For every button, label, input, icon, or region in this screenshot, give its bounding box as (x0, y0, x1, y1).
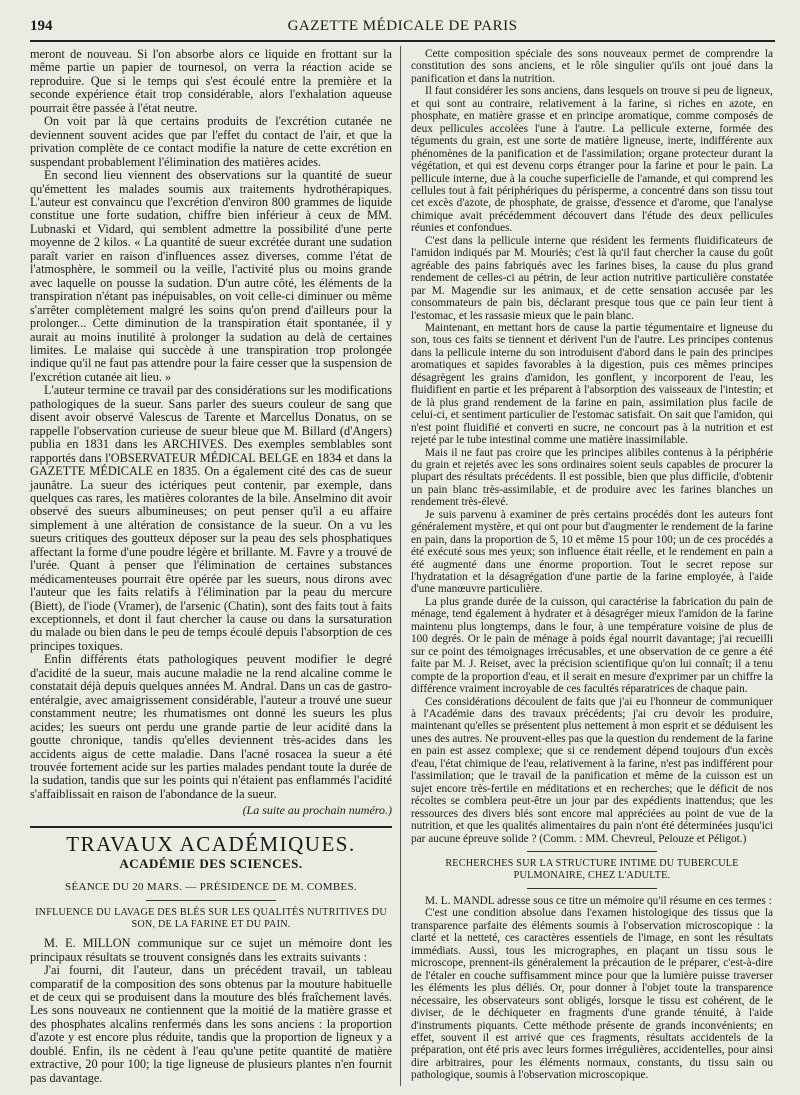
page-header (30, 16, 775, 42)
paragraph: M. E. MILLON communique sur ce sujet un mémoire dont les principaux résultats se trouvent consignés dans les extraits suivants : (30, 936, 392, 964)
right-column (411, 48, 773, 1082)
session-line: SÉANCE DU 20 MARS. — PRÉSIDENCE DE M. COMBES. (65, 880, 357, 893)
paragraph: Il faut considérer les sons anciens, dans lesquels on trouve si peu de ligneux, et qui sont au contraire, relativement à la farine, si riches en azote, en phosphate, en matière grasse et en principe aromatique, comme composés de deux pellicules accolées l'une à l'autre. La pellicule externe, formée des téguments du grain, est une sorte de matière ligneuse, inerte, indifférente aux phénomènes de la panification et de l'assimilation; organe protecteur durant la végétation, et qui est devenu corps étranger pour la farine et pour le pain. La pellicule interne, due à la couche superficielle de l'amande, et qui comprend les cellules tout à fait périphériques du périsperme, a concentré dans son tissu tout cet excès d'azote, de phosphate, de graisse, d'essence et d'arome, que l'analyse chimique avait précédemment découvert dans l'étude des deux pellicules réunies et confondues. (411, 85, 773, 235)
short-rule (527, 888, 657, 889)
page-number: 194 (30, 18, 53, 34)
left-column (30, 48, 392, 1085)
paragraph: La plus grande durée de la cuisson, qui caractérise la fabrication du pain de ménage, tend également à hydrater et à désagréger mieux l'amidon de la farine maintenu plus longtemps, dans le four, à une température voisine de plus de 100 degrés. Or le pain de ménage à poids égal nourrit davantage; j'ai recueilli sur ce point des témoignages irrécusables, et une observation de ce genre a été faite par M. J. Reiset, avec la précision scientifique qu'on lui connaît; il a tenu compte de la proportion d'eau, et il serait en mesure d'exprimer par un chiffre la différence vraiment incroyable de ces facultés réparatrices de chaque pain. (411, 595, 773, 696)
section-subtitle: ACADÉMIE DES SCIENCES. (119, 856, 303, 872)
paragraph: En second lieu viennent des observations sur la quantité de sueur qu'émettent les malades soumis aux traitements hydrothérapiques. L'auteur est convaincu que l'excrétion d'environ 800 grammes de liquide constitue une forte sudation, chiffre bien inférieur à ceux de MM. Lubnaski et Vidard, qui semblent admettre la possibilité d'une perte moyenne de 2 kilos. « La quantité de sueur excrétée durant une sudation paraît varier en raison d'influences assez diverses, comme l'état de l'atmosphère, le sommeil ou la veille, l'activité plus ou moins grande avec laquelle on pousse la sudation. D'un autre côté, les éléments de la transpiration n'étant pas inépuisables, on voit celle-ci diminuer ou même s'arrêter complètement malgré les soins qu'on prend d'ailleurs pour la prolonger... Cette diminution de la transpiration était spontanée, il y aurait au moins inutilité à prolonger la sudation au delà de certaines limites. Le malaise qui succède à une transpiration trop prolongée indique qu'il ne faut pas attendre pour la faire cesser que la suspension de l'excrétion cutanée ait lieu. » (30, 168, 392, 384)
paragraph: Cette composition spéciale des sons nouveaux permet de comprendre la constitution des sons anciens, et le rôle singulier qu'ils ont joué dans la panification et dans la nutrition. (411, 48, 773, 85)
column-divider (400, 46, 401, 1086)
paragraph: Enfin différents états pathologiques peuvent modifier le degré d'acidité de la sueur, mais aucune maladie ne la rend alcaline comme le constatait déjà depuis quelques années M. Andral. Dans un cas de gastro-entéralgie, avec amaigrissement considérable, l'auteur a trouvé une sueur constamment neutre; les rhumatismes ont donné les sueurs les plus acides; les sueurs ont perdu une grande partie de leur acidité dans la goutte chronique, tandis qu'elles deviennent très-acides dans les accidents aigus de cette maladie. Dans l'acné rosacea la sueur a été trouvée fortement acide sur les parties malades pendant toute la durée de la sudation, tandis que sur les points qui n'étaient pas enflammés l'acidité s'affaiblissait en raison de l'abondance de la sueur. (30, 652, 392, 801)
paragraph: meront de nouveau. Si l'on absorbe alors ce liquide en frottant sur la même partie un papier de tournesol, on verra la réaction acide se reproduire. Que si le temps qui s'est écoulé entre la première et la seconde expérience était trop considérable, alors l'exhalation aqueuse pourrait être passée à l'état neutre. (30, 47, 392, 115)
paragraph: Mais il ne faut pas croire que les principes alibiles contenus à la périphérie du grain et rejetés avec les sons ordinaires soient seuls capables de procurer la plupart des résultats précédents. Il est possible, bien que plus difficile, d'obtenir un pain blanc très-assimilable, et de produire avec les farines blanches un rendement très-élevé. (411, 446, 773, 509)
header-rule (30, 40, 775, 42)
paragraph: M. L. MANDL adresse sous ce titre un mémoire qu'il résume en ces termes : (425, 895, 772, 907)
paragraph: Je suis parvenu à examiner de près certains procédés dont les auteurs font généralement mystère, et qui ont pour but d'augmenter le rendement de la farine en pain, dans la proportion de 5, 10 et même 15 pour 100; un de ces procédés a été exécuté sous mes yeux; son influence était réelle, et le rendement en pain a été augmenté dans une énorme proportion. Tout le secret repose sur l'hydratation et la désagrégation d'une partie de la farine employée, à l'aide d'une manœuvre particulière. (411, 508, 773, 596)
continued-note: (La suite au prochain numéro.) (242, 803, 392, 818)
paragraph: Ces considérations découlent de faits que j'ai eu l'honneur de communiquer à l'Académie dans des travaux précédents; j'ai cru devoir les produire, maintenant qu'elles se présentent plus nettement à mon esprit et se déduisent les unes des autres. Ne prouvent-elles pas que la question du rendement de la farine en pain est assez complexe; que si ce rendement dépend toujours d'un excès d'eau, l'état chimique de l'eau, relativement à la farine, n'est pas indifférent pour l'assimilation; que le travail de la panification et même de la cuisson est un sujet encore très-fertile en méditations et en recherches; que le déficit de nos récoltes se comblera peut-être un jour par des expédients inattendus; que les ressources des divers blés sont encore mal appréciées au point de vue de la nutrition, et que les qualités alimentaires du pain n'ont été déterminées jusqu'ici par aucune épreuve solide ? (Comm. : MM. Chevreul, Pelouze et Péligot.) (411, 695, 774, 845)
article-title: INFLUENCE DU LAVAGE DES BLÉS SUR LES QUALITÉS NUTRITIVES DU SON, DE LA FARINE ET DU PAIN. (35, 907, 387, 931)
paragraph: Maintenant, en mettant hors de cause la partie tégumentaire et ligneuse du son, tous ces faits se tiennent et dérivent l'un de l'autre. Les principes contenus dans la pellicule interne du son introduisent d'abord dans le pain des principes aromatiques et sapides favorables à la digestion, puis ces mêmes principes désagrègent les grains d'amidon, les gonflent, y incorporent de l'eau, les fluidifient en partie et les préparent à l'absorption des vaisseaux de l'intestin; et de là plus grand rendement de la farine en pain, assimilation plus facile de celui-ci, et sentiment particulier de l'estomac satisfait. On sait que l'amidon, qui n'est point fluidifié et converti en sucre, ne concourt pas à la nutrition et est rejeté par le tube intestinal comme une matière inassimilable. (411, 321, 773, 447)
short-rule (527, 851, 657, 852)
paragraph: C'est dans la pellicule interne que résident les ferments fluidificateurs de l'amidon indiqués par M. Mouriès; c'est là qu'il faut chercher la cause du goût agréable des pains fabriqués avec les farines bises, la cause du plus grand rendement de celles-ci au pétrin, de leur action nutritive particulière constatée par M. Magendie sur les animaux, et de cette sensation accusée par les consommateurs de pain bis, déclarant presque tous que ce pain leur tient à l'estomac, et les rassasie mieux que le pain blanc. (411, 234, 773, 322)
running-title: GAZETTE MÉDICALE DE PARIS (287, 18, 518, 34)
paragraph: L'auteur termine ce travail par des considérations sur les modifications pathologiques de la sueur. Sans parler des sueurs couleur de sang que disent avoir observé Valescus de Tarente et Marcellus Donatus, on se rappelle l'observation curieuse de sueur bleue que M. Billard (d'Angers) publia en 1831 dans les ARCHIVES. Des exemples semblables sont rapportés dans l'OBSERVATEUR MÉDICAL BELGE en 1834 et dans la GAZETTE MÉDICALE en 1835. On a également cité des cas de sueur jaunâtre. La sueur des ictériques peut contenir, par exemple, dans quelques cas rares, les matières colorantes de la bile. Anselmino dit avoir observé des sueurs albumineuses; on peut penser qu'il a eu affaire simplement à une altération de consistance de la sueur. On a vu les sueurs critiques des goutteux déposer sur la peau des sels phosphatiques affectant la forme d'une poudre légère et brillante. M. Favre y a trouvé de l'urée. Quant à penser que l'élimination de certaines substances médicamenteuses pourrait être opérée par les sueurs, nous dirons avec l'auteur que les faits relatifs à l'élimination par la peau du mercure (Biett), de l'iode (Vramer), de l'arsenic (Chatin), sont des faits tout à faits exceptionnels, et dont il faut chercher la cause ou dans la sursaturation du malade ou bien dans le peu de temps écoulé depuis l'absorption de ces principes toxiques. (30, 383, 392, 653)
section-rule (30, 826, 392, 828)
paragraph: J'ai fourni, dit l'auteur, dans un précédent travail, un tableau comparatif de la composition des sons obtenus par la mouture habituelle et de ceux qui se produisent dans la mouture des blés fraîchement lavés. Les sons nouveaux ne contiennent que la moitié de la matière grasse et des phosphates alcalins renfermés dans les sons anciens : la proportion d'azote y est encore plus réduite, tandis que la proportion de ligneux y a doublé. Enfin, ils ne cèdent à l'eau qu'une petite quantité de matière extractive, 20 pour 100; la tige ligneuse de plusieurs plantes n'en fournit pas davantage. (30, 963, 392, 1085)
article-title: RECHERCHES SUR LA STRUCTURE INTIME DU TUBERCULE PULMONAIRE, CHEZ L'ADULTE. (445, 858, 739, 881)
short-rule (146, 900, 276, 901)
paragraph: On voit par là que certains produits de l'excrétion cutanée ne deviennent souvent acides que par l'effet du contact de l'air, et que la privation complète de ce contact modifie la nature de cette excrétion en suspendant probablement l'élimination des matières acides. (30, 114, 392, 169)
section-title: TRAVAUX ACADÉMIQUES. (66, 831, 356, 856)
paragraph: C'est une condition absolue dans l'examen histologique des tissus que la transparence parfaite des éléments soumis à l'observation microscopique : la clarté et la netteté, ces caractères essentiels de l'image, en sont les résultats immédiats. Aussi, tous les micrographes, en plaçant un tissu sous le microscope, prennent-ils généralement la précaution de le préparer, c'est-à-dire de l'étaler en couche suffisamment mince pour que la lumière puisse traverser les éléments les plus déliés. Or, pour donner à l'objet toute la transparence nécessaire, les observateurs sont obligés, lorsque le tissu est cohérent, de le diviser, de le déchiqueter en fragments d'une grande ténuité, à l'aide d'instruments piquants. Cette méthode présente de grands inconvénients; en effet, souvent il est arrivé que ces fragments, résultats accidentels de la préparation, ont été pris avec leurs formes irrégulières, accidentelles, pour ainsi dire arbitraires, pour les éléments normaux, constants, du tissu sain ou pathologique, soumis à l'observation microscopique. (411, 907, 773, 1082)
